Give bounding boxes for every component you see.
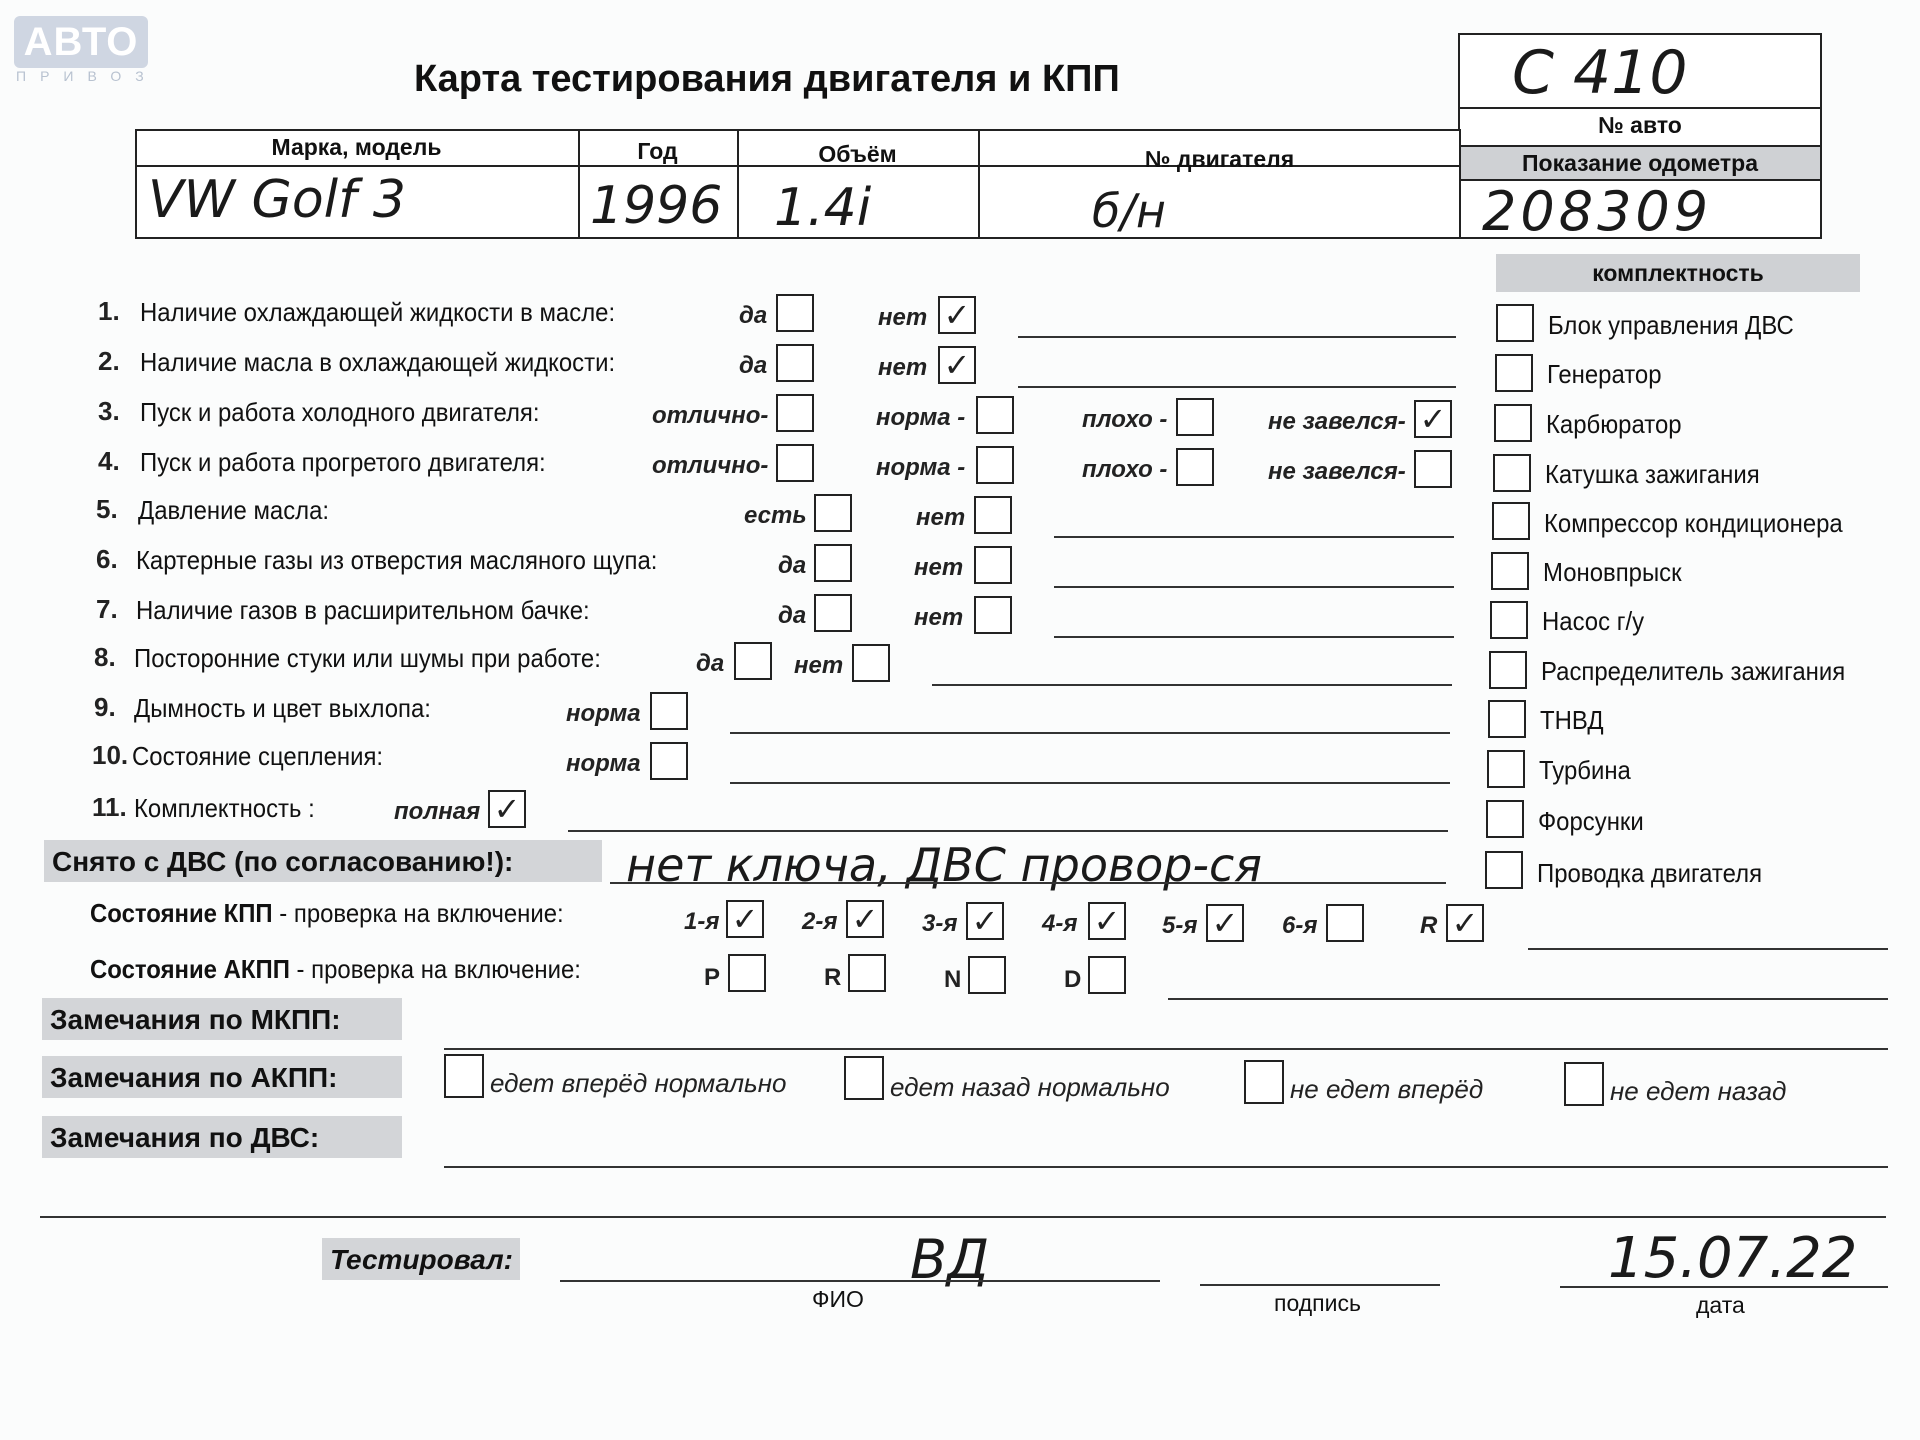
option-label: да — [739, 352, 768, 379]
completeness-checkbox[interactable] — [1496, 304, 1534, 342]
checkbox[interactable] — [776, 444, 814, 482]
gear-label: 6-я — [1282, 912, 1318, 939]
sign-label: подпись — [1274, 1290, 1361, 1316]
removed-label: Снято с ДВС (по согласованию!): — [44, 840, 602, 882]
completeness-item: Блок управления ДВС — [1548, 310, 1794, 340]
check-num: 8. — [94, 642, 116, 672]
akpp-label-bold: Состояние АКПП — [90, 954, 290, 984]
check-label: Картерные газы из отверстия масляного щупа: — [136, 545, 658, 575]
kpp-label-rest: - проверка на включение: — [272, 898, 564, 928]
checkbox[interactable]: ✓ — [1414, 400, 1452, 438]
option-label: нет — [878, 354, 928, 381]
completeness-checkbox[interactable] — [1493, 454, 1531, 492]
checkbox[interactable] — [1176, 398, 1214, 436]
value-year[interactable]: 1996 — [590, 176, 723, 236]
logo-subtitle: ПРИВОЗ — [16, 68, 158, 84]
completeness-item: Распределитель зажигания — [1541, 656, 1846, 686]
odometer-value[interactable]: 208309 — [1482, 180, 1713, 243]
remarks-dvs-label: Замечания по ДВС: — [42, 1116, 402, 1158]
note-line[interactable] — [1054, 536, 1454, 538]
checkbox[interactable]: ✓ — [938, 296, 976, 334]
checkbox[interactable] — [734, 642, 772, 680]
option-label: нет — [794, 652, 844, 679]
note-line[interactable] — [1054, 586, 1454, 588]
completeness-checkbox[interactable] — [1488, 700, 1526, 738]
completeness-checkbox[interactable] — [1491, 552, 1529, 590]
date-value[interactable]: 15.07.22 — [1608, 1226, 1858, 1291]
option-label: да — [696, 650, 725, 677]
check-num: 11. — [92, 792, 127, 822]
header-engine-no: № двигателя — [1144, 146, 1295, 172]
mode-label: P — [704, 964, 721, 991]
akpp-remark-checkbox[interactable] — [1244, 1060, 1284, 1104]
note-line[interactable] — [1018, 386, 1456, 388]
check-num: 3. — [98, 396, 120, 426]
gear-label: 2-я — [802, 908, 838, 935]
option-label: плохо - — [1082, 406, 1168, 433]
mode-checkbox[interactable] — [848, 954, 886, 992]
header-year: Год — [637, 138, 678, 164]
logo: АВТО — [14, 16, 148, 68]
check-num: 7. — [96, 594, 118, 624]
completeness-checkbox[interactable] — [1492, 502, 1530, 540]
remarks-dvs-line[interactable] — [444, 1166, 1888, 1168]
check-num: 10. — [92, 740, 129, 770]
value-volume[interactable]: 1.4i — [774, 178, 872, 238]
gear-checkbox[interactable]: ✓ — [1088, 902, 1126, 940]
kpp-label — [90, 898, 564, 929]
option-label: да — [778, 602, 807, 629]
remarks-mkpp-label: Замечания по МКПП: — [42, 998, 402, 1040]
completeness-item: ТНВД — [1540, 705, 1604, 735]
check-num: 6. — [96, 544, 118, 574]
option-label: не завелся- — [1268, 458, 1406, 485]
sign-line[interactable] — [1200, 1284, 1440, 1286]
check-label: Наличие масла в охлаждающей жидкости: — [140, 347, 616, 377]
akpp-remark-option: едет назад нормально — [890, 1072, 1170, 1102]
checkbox[interactable] — [976, 446, 1014, 484]
option-label: отлично- — [652, 452, 769, 479]
checkbox[interactable] — [776, 294, 814, 332]
check-label: Комплектность : — [134, 793, 315, 823]
fio-line[interactable] — [560, 1280, 1160, 1282]
checkbox[interactable] — [776, 394, 814, 432]
option-label: нет — [916, 504, 966, 531]
gear-label: 3-я — [922, 910, 958, 937]
akpp-line[interactable] — [1168, 998, 1888, 1000]
checkbox[interactable] — [974, 546, 1012, 584]
checkbox[interactable] — [852, 644, 890, 682]
completeness-checkbox[interactable] — [1487, 750, 1525, 788]
fio-value[interactable]: ВД — [910, 1228, 990, 1291]
checkbox[interactable] — [1414, 450, 1452, 488]
check-num: 1. — [98, 296, 120, 326]
checkbox[interactable]: ✓ — [488, 790, 526, 828]
completeness-item: Турбина — [1539, 755, 1631, 785]
check-label: Пуск и работа холодного двигателя: — [140, 397, 540, 427]
checkbox[interactable] — [1176, 448, 1214, 486]
mode-label: R — [824, 964, 842, 991]
option-label: норма - — [876, 454, 966, 481]
akpp-remark-checkbox[interactable] — [844, 1056, 884, 1100]
completeness-item: Катушка зажигания — [1545, 459, 1760, 489]
completeness-item: Насос г/у — [1542, 606, 1645, 636]
completeness-item: Форсунки — [1538, 806, 1644, 836]
check-label: Пуск и работа прогретого двигателя: — [140, 447, 546, 477]
value-model[interactable]: VW Golf 3 — [148, 170, 406, 230]
checkbox[interactable] — [650, 742, 688, 780]
note-line[interactable] — [1018, 336, 1456, 338]
note-line[interactable] — [568, 830, 1448, 832]
remarks-dvs-line-2[interactable] — [40, 1216, 1886, 1218]
gear-checkbox[interactable]: ✓ — [1446, 904, 1484, 942]
akpp-remark-option: не едет вперёд — [1290, 1074, 1484, 1104]
gear-checkbox[interactable]: ✓ — [966, 902, 1004, 940]
page-title: Карта тестирования двигателя и КПП — [414, 58, 1120, 100]
option-label: да — [739, 302, 768, 329]
checkbox[interactable] — [814, 594, 852, 632]
checkbox[interactable] — [776, 344, 814, 382]
check-num: 2. — [98, 346, 120, 376]
completeness-checkbox[interactable] — [1494, 404, 1532, 442]
note-line[interactable] — [730, 732, 1450, 734]
option-label: да — [778, 552, 807, 579]
check-label: Наличие охлаждающей жидкости в масле: — [140, 297, 616, 327]
completeness-item: Компрессор кондиционера — [1544, 508, 1843, 538]
gear-checkbox[interactable]: ✓ — [726, 900, 764, 938]
akpp-label — [90, 954, 581, 985]
mode-checkbox[interactable] — [968, 956, 1006, 994]
completeness-checkbox[interactable] — [1490, 601, 1528, 639]
remarks-mkpp-line[interactable] — [444, 1048, 1888, 1050]
gear-label: 4-я — [1042, 910, 1078, 937]
check-label: Давление масла: — [138, 495, 330, 525]
gear-checkbox[interactable] — [1326, 904, 1364, 942]
option-label: норма — [566, 750, 641, 777]
akpp-remark-option: едет вперёд нормально — [490, 1068, 787, 1098]
auto-number-divider — [1458, 107, 1822, 109]
checkbox[interactable] — [976, 396, 1014, 434]
check-num: 5. — [96, 494, 118, 524]
note-line[interactable] — [730, 782, 1450, 784]
completeness-checkbox[interactable] — [1485, 851, 1523, 889]
option-label: нет — [878, 304, 928, 331]
header-model: Марка, модель — [271, 134, 442, 160]
check-num: 4. — [98, 446, 120, 476]
option-label: не завелся- — [1268, 408, 1406, 435]
akpp-remark-checkbox[interactable] — [444, 1054, 484, 1098]
mode-label: D — [1064, 966, 1082, 993]
option-label: полная — [394, 798, 481, 825]
check-label: Наличие газов в расширительном бачке: — [136, 595, 590, 625]
remarks-akpp-label: Замечания по АКПП: — [42, 1056, 402, 1098]
note-line[interactable] — [1054, 636, 1454, 638]
value-engine-no[interactable]: б/н — [1092, 184, 1166, 238]
removed-line[interactable] — [610, 882, 1446, 884]
completeness-checkbox[interactable] — [1495, 354, 1533, 392]
auto-number-value[interactable]: С 410 — [1512, 38, 1688, 108]
auto-number-label: № авто — [1598, 112, 1682, 138]
check-label: Состояние сцепления: — [132, 741, 384, 771]
mode-checkbox[interactable] — [1088, 956, 1126, 994]
completeness-item: Проводка двигателя — [1537, 858, 1763, 888]
checkbox[interactable] — [814, 494, 852, 532]
checkbox[interactable] — [650, 692, 688, 730]
checkbox[interactable] — [974, 496, 1012, 534]
checkbox[interactable] — [814, 544, 852, 582]
option-label: есть — [744, 502, 807, 529]
kpp-label-bold: Состояние КПП — [90, 898, 273, 928]
option-label: нет — [914, 554, 964, 581]
header-volume: Объём — [818, 141, 897, 167]
completeness-item: Карбюратор — [1546, 409, 1682, 439]
fio-label: ФИО — [812, 1286, 864, 1312]
check-label: Дымность и цвет выхлопа: — [134, 693, 431, 723]
check-num: 9. — [94, 692, 116, 722]
akpp-remark-checkbox[interactable] — [1564, 1062, 1604, 1106]
option-label: норма — [566, 700, 641, 727]
gear-label: R — [1420, 912, 1438, 939]
removed-note[interactable]: нет ключа, ДВС провор-ся — [626, 838, 1262, 892]
mode-label: N — [944, 966, 962, 993]
gear-label: 1-я — [684, 908, 720, 935]
gear-label: 5-я — [1162, 912, 1198, 939]
gear-checkbox[interactable]: ✓ — [1206, 904, 1244, 942]
option-label: норма - — [876, 404, 966, 431]
akpp-label-rest: - проверка на включение: — [289, 954, 581, 984]
completeness-item: Моновпрыск — [1543, 557, 1682, 587]
mode-checkbox[interactable] — [728, 954, 766, 992]
option-label: отлично- — [652, 402, 769, 429]
completeness-title: комплектность — [1496, 254, 1860, 292]
completeness-checkbox[interactable] — [1486, 800, 1524, 838]
checkbox[interactable]: ✓ — [938, 346, 976, 384]
tested-by-label: Тестировал: — [322, 1238, 520, 1280]
akpp-remark-option: не едет назад — [1610, 1076, 1787, 1106]
completeness-checkbox[interactable] — [1489, 651, 1527, 689]
checkbox[interactable] — [974, 596, 1012, 634]
date-label: дата — [1696, 1292, 1745, 1318]
note-line[interactable] — [932, 684, 1452, 686]
gear-checkbox[interactable]: ✓ — [846, 900, 884, 938]
kpp-line[interactable] — [1528, 948, 1888, 950]
odometer-label: Показание одометра — [1460, 145, 1820, 181]
completeness-item: Генератор — [1547, 359, 1662, 389]
check-label: Посторонние стуки или шумы при работе: — [134, 643, 601, 673]
option-label: нет — [914, 604, 964, 631]
date-line[interactable] — [1560, 1286, 1888, 1288]
option-label: плохо - — [1082, 456, 1168, 483]
